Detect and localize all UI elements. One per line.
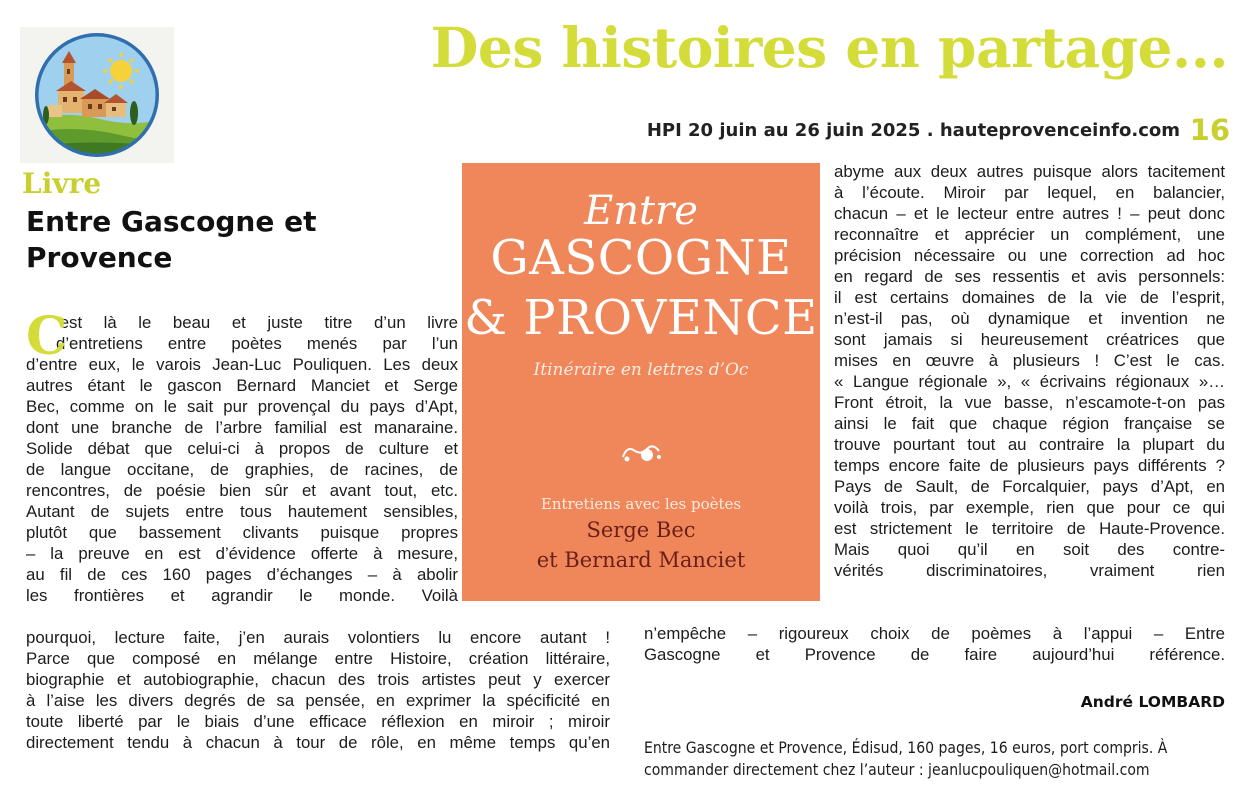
body-line: rencontres, de poésie bien sûr et avant tout, etc.	[26, 481, 458, 500]
ornament-icon	[617, 439, 665, 469]
article-column-1-wide	[26, 627, 610, 753]
body-line: temps encore faite de plusieurs pays différents ?	[834, 456, 1225, 475]
article-column-2-wide	[644, 623, 1225, 665]
masthead-title: Des histoires en partage...	[430, 15, 1228, 80]
body-line: vérités discriminatoires, vraiment rien	[834, 561, 1225, 580]
body-line: ainsi le fait que chaque région française se	[834, 414, 1225, 433]
cover-title-provence: & PROVENCE	[464, 290, 818, 346]
body-line: Bec, comme on le sait pur provençal du pays d’Apt,	[26, 397, 458, 416]
cover-subtitle: Itinéraire en lettres d’Oc	[533, 360, 749, 380]
cover-author-1: Serge Bec	[586, 518, 696, 542]
body-line: abyme aux deux autres puisque alors tacitement	[834, 162, 1225, 181]
body-line: Mais quoi qu’il en soit des contre-	[834, 540, 1225, 559]
body-line: au fil de ces 160 pages d’échanges – à abolir	[26, 565, 458, 584]
body-line: Parce que composé en mélange entre Histoire, création littéraire,	[26, 649, 610, 668]
body-line: toute liberté par le biais d’une efficace réflexion en miroir ; miroir	[26, 712, 610, 731]
body-line: Gascogne et Provence de faire aujourd’hui référence.	[644, 645, 1225, 664]
author-signature: André LOMBARD	[1080, 693, 1225, 711]
dropcap: C	[26, 306, 68, 367]
cover-title-gascogne: GASCOGNE	[490, 230, 792, 286]
article-column-1	[26, 306, 458, 606]
headline-line-2: Provence	[26, 241, 173, 274]
body-line: il est certains domaines de la vie de l’esprit,	[834, 288, 1225, 307]
issue-line: HPI 20 juin au 26 juin 2025 . hauteprovenceinfo.com	[646, 120, 1180, 141]
body-line: précision nécessaire ou une correction ad hoc	[834, 246, 1225, 265]
body-line: biographie et autobiographie, chacun des trois artistes peut y exercer	[26, 670, 610, 689]
cover-author-2: et Bernard Manciet	[536, 548, 746, 572]
cover-entretiens: Entretiens avec les poètes	[540, 495, 742, 513]
body-line: Pays de Sault, de Forcalquier, pays d’Apt, en	[834, 477, 1225, 496]
body-line: en regard de ses ressentis et avis personnels:	[834, 267, 1225, 286]
body-line: mises en œuvre à plusieurs ! C’est le cas.	[834, 351, 1225, 370]
body-line: n’est-il pas, où dynamique et invention ne	[834, 309, 1225, 328]
headline	[26, 204, 406, 276]
body-line: de langue occitane, de graphies, de racines, de	[26, 460, 458, 479]
body-line: Front étroit, la vue basse, n’escamote-t-on pas	[834, 393, 1225, 412]
body-line: à l’écoute. Miroir par lequel, en balancier,	[834, 183, 1225, 202]
book-info-line: commander directement chez l’auteur : jeanlucpouliquen@hotmail.com	[644, 761, 1150, 779]
body-line: reconnaître et apprécier un complément, une	[834, 225, 1225, 244]
body-line: autres étant le gascon Bernard Manciet et Serge	[26, 376, 458, 395]
body-line: d’entretiens entre poètes menés par l’un	[56, 334, 458, 353]
body-line: est strictement le territoire de Haute-Provence.	[834, 519, 1225, 538]
page-number: 16	[1189, 113, 1230, 147]
body-line: pourquoi, lecture faite, j’en aurais volontiers lu encore autant !	[26, 628, 610, 647]
body-line: chacun – et le lecteur entre autres ! – peut donc	[834, 204, 1225, 223]
headline-line-1: Entre Gascogne et	[26, 205, 317, 238]
body-line: Autant de sujets entre tous hautement sensibles,	[26, 502, 458, 521]
body-line: dont une branche de l’arbre familial est manaraine.	[26, 418, 458, 437]
book-info	[644, 737, 1225, 781]
body-line: directement tendu à chacun à tour de rôle, en même temps qu’en	[26, 733, 610, 752]
article-column-2	[834, 161, 1225, 581]
book-info-line: Entre Gascogne et Provence, Édisud, 160 pages, 16 euros, port compris. À	[644, 739, 1168, 757]
body-line: d’entre eux, le varois Jean-Luc Pouliquen. Les deux	[26, 355, 458, 374]
body-line: Solide débat que celui-ci à propos de culture et	[26, 439, 458, 458]
section-label: Livre	[22, 167, 102, 200]
body-line: à l’aise les divers degrés de sa pensée, en exprimer la spécificité en	[26, 691, 610, 710]
body-line: ’est là le beau et juste titre d’un livre	[56, 313, 458, 332]
village-sun-logo-icon	[20, 27, 174, 163]
body-line: sont jamais si heureusement créatrices que	[834, 330, 1225, 349]
body-line: trouve pourtant tout au contraire la plupart du	[834, 435, 1225, 454]
body-line: les frontières et agrandir le monde. Voilà	[26, 586, 458, 605]
book-cover-image	[462, 163, 820, 601]
body-line: n’empêche – rigoureux choix de poèmes à l’appui – Entre	[644, 624, 1225, 643]
body-line: plutôt que bassement clivants puisque propres	[26, 523, 458, 542]
body-line: voilà trois, par exemple, rien que pour ce qui	[834, 498, 1225, 517]
body-line: – la preuve en est d’évidence offerte à mesure,	[26, 544, 458, 563]
cover-title-entre: Entre	[584, 188, 698, 234]
body-line: « Langue régionale », « écrivains régionaux »…	[834, 372, 1225, 391]
